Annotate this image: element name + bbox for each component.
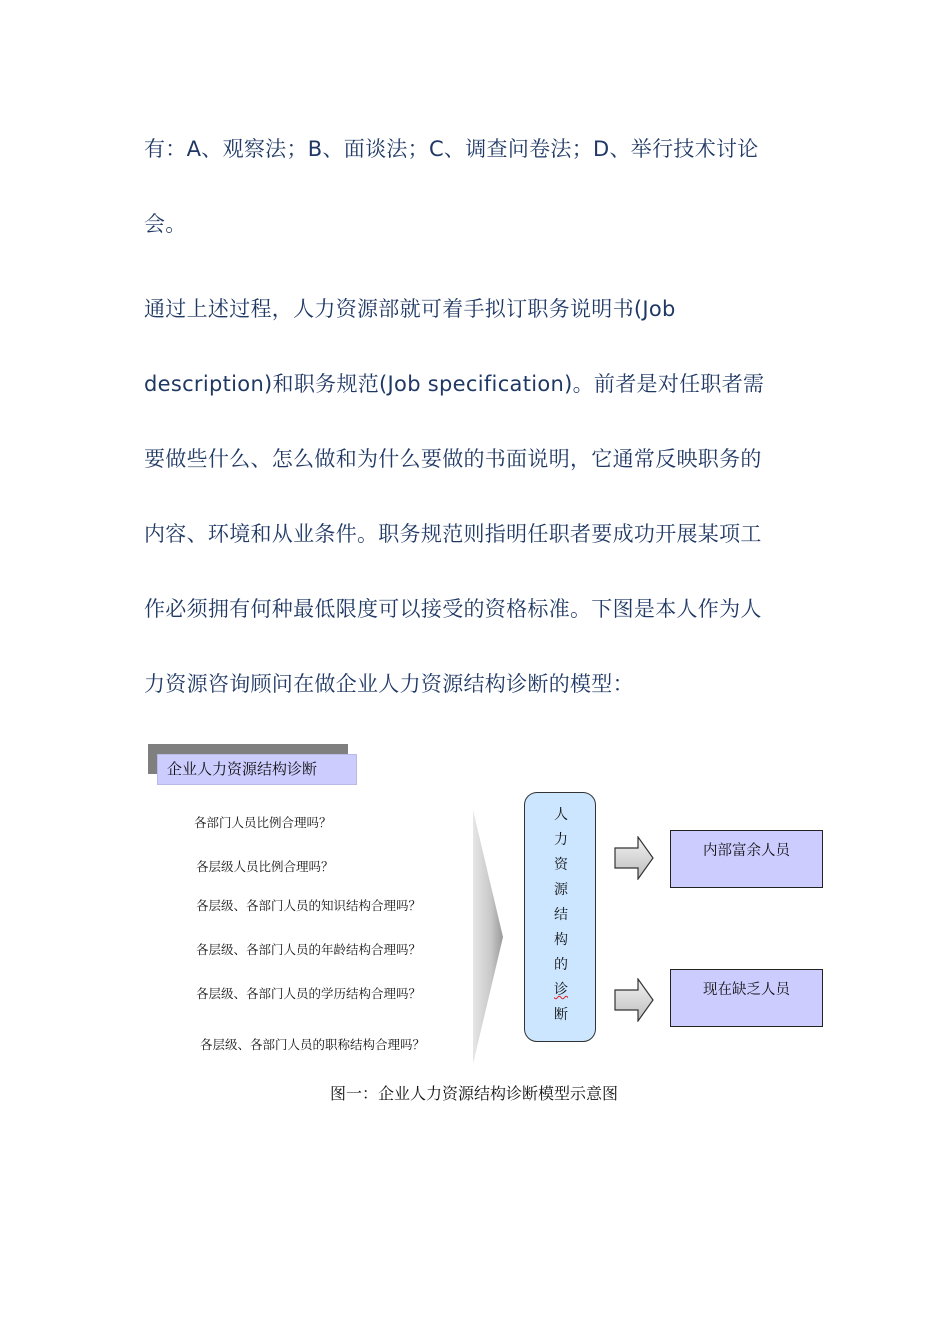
question-item: 各层级、各部门人员的知识结构合理吗？: [196, 898, 422, 913]
diagnosis-model-figure: [140, 738, 840, 1118]
result-box-surplus: 内部富余人员: [670, 830, 823, 888]
paragraph-job-description: [144, 272, 804, 722]
text-line: 作必须拥有何种最低限度可以接受的资格标准。下图是本人作为人: [144, 597, 762, 621]
right-arrow-icon: [614, 978, 654, 1022]
center-char: 诊: [554, 982, 568, 998]
center-char: 资: [554, 857, 568, 873]
big-chevron-arrow: [473, 810, 503, 1064]
text-line: 有：A、观察法；B、面谈法；C、调查问卷法；D、举行技术讨论: [144, 137, 759, 161]
center-char: 构: [554, 932, 568, 948]
text-line: description)和职务规范(Job specification)。前者是对任职者需: [144, 372, 765, 396]
text-line: 通过上述过程，人力资源部就可着手拟订职务说明书(Job: [144, 297, 676, 321]
center-char: 源: [554, 882, 568, 898]
question-item: 各层级人员比例合理吗？: [196, 859, 334, 874]
center-char: 断: [554, 1007, 568, 1023]
text-line: 要做些什么、怎么做和为什么要做的书面说明，它通常反映职务的: [144, 447, 762, 471]
right-arrow-icon: [614, 836, 654, 880]
result-box-shortage: 现在缺乏人员: [670, 969, 823, 1027]
question-item: 各部门人员比例合理吗？: [194, 815, 332, 830]
center-char: 的: [554, 957, 568, 973]
figure-title: 企业人力资源结构诊断: [157, 754, 357, 785]
paragraph-methods: [144, 112, 804, 262]
figure-caption: 图一：企业人力资源结构诊断模型示意图: [330, 1084, 619, 1103]
center-diagnosis-box: [524, 792, 596, 1042]
center-char: 人: [554, 807, 568, 823]
center-char: 力: [554, 832, 568, 848]
question-item: 各层级、各部门人员的职称结构合理吗？: [200, 1037, 426, 1052]
text-line: 会。: [144, 212, 187, 236]
question-item: 各层级、各部门人员的年龄结构合理吗？: [196, 942, 422, 957]
text-line: 力资源咨询顾问在做企业人力资源结构诊断的模型：: [144, 672, 634, 696]
text-line: 内容、环境和从业条件。职务规范则指明任职者要成功开展某项工: [144, 522, 762, 546]
center-char: 结: [554, 907, 568, 923]
question-item: 各层级、各部门人员的学历结构合理吗？: [196, 986, 422, 1001]
